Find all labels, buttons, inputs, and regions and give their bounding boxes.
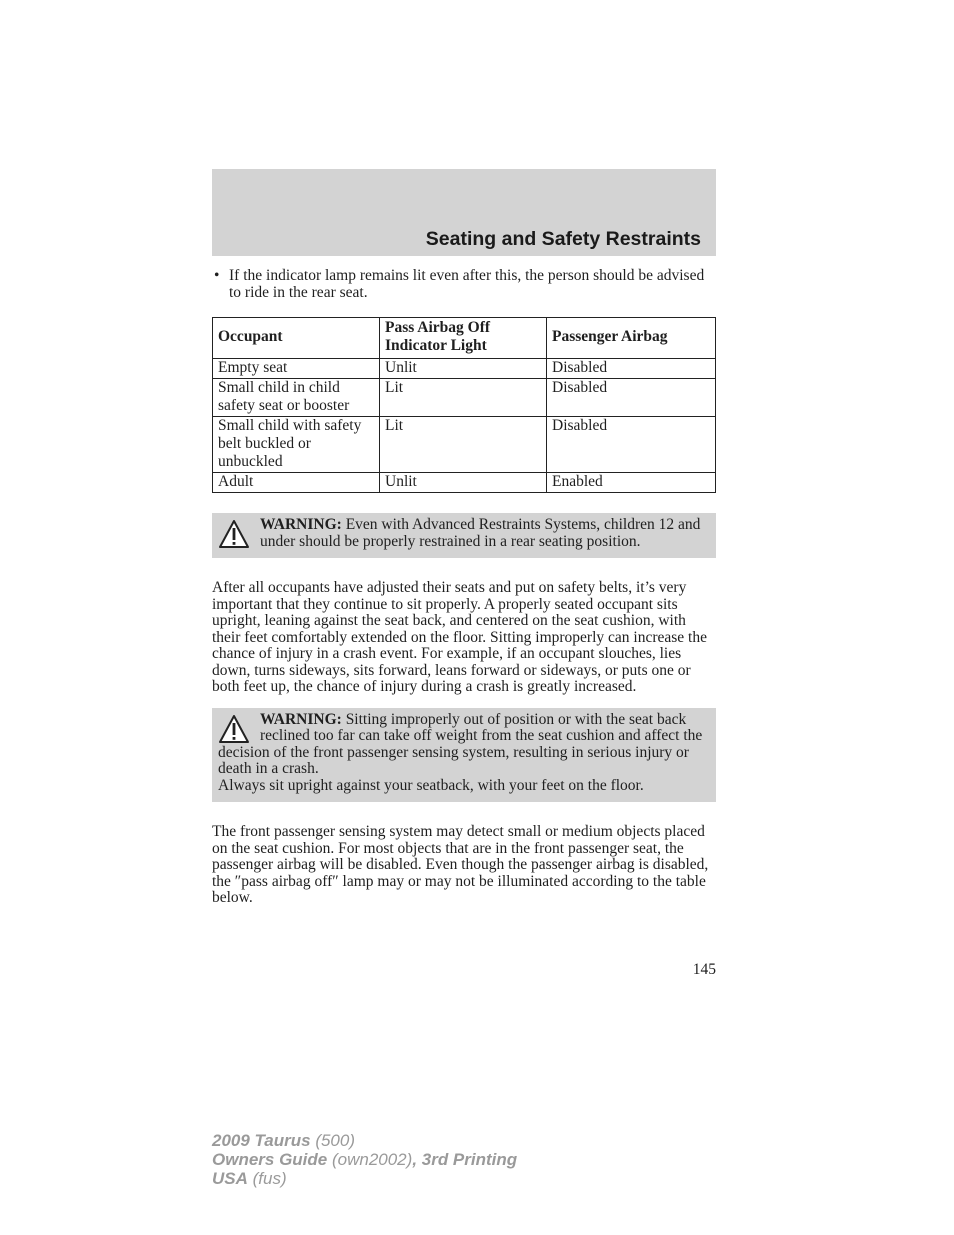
footer-guide-code: (own2002): [327, 1150, 413, 1169]
warning-text-secondary: Always sit upright against your seatback, with your feet on the floor.: [218, 776, 644, 794]
paragraph-sitting-properly: After all occupants have adjusted their seats and put on safety belts, it’s very important that they continue to sit properly. A properly seated occupant sits upright, leaning against the seat back, and centered on the seat cushion, with their feet comfortably extended on the floor. Sitting improperly can increase the chance of injury in a crash event. For example, if an occupant slouches, lies down, turns sideways, sits forward, leans forward or sideways, or puts one or both feet up, the chance of injury during a crash is greatly increased.: [212, 579, 707, 695]
table-cell: Small child in child safety seat or booster: [213, 379, 380, 417]
table-row: [213, 473, 716, 493]
footer-market: USA: [212, 1169, 248, 1188]
paragraph-sensing-system: The front passenger sensing system may detect small or medium objects placed on the seat cushion. For most objects that are in the front passenger seat, the passenger airbag will be disabled. Even though the passenger airbag is disabled, the ″pass airbag off″ lamp may or may not be illuminated according to the table below.: [212, 823, 709, 906]
table-row: [213, 359, 716, 379]
footer-publication-info: [212, 1131, 517, 1188]
section-header-band: [212, 169, 716, 256]
table-cell: Unlit: [380, 359, 547, 379]
warning-text: Sitting improperly out of position or with the seat back reclined too far can take off weight from the seat cushion and affect the decision of the front passenger sensing system, resulting in serious injury or death in a crash.: [218, 710, 703, 777]
page-content: [212, 268, 716, 907]
page-number: 145: [692, 961, 716, 978]
table-cell: Disabled: [547, 379, 716, 417]
table-header-passenger-airbag: Passenger Airbag: [547, 318, 716, 359]
table-cell: Disabled: [547, 417, 716, 473]
table-row: [213, 379, 716, 417]
bullet-text: If the indicator lamp remains lit even after this, the person should be advised to ride in the rear seat.: [229, 267, 705, 301]
table-cell: Adult: [213, 473, 380, 493]
warning-box-children: [212, 513, 716, 558]
table-row: [213, 417, 716, 473]
footer-market-code: (fus): [247, 1169, 287, 1188]
warning-triangle-icon: [218, 519, 250, 549]
table-header-row: [213, 318, 716, 359]
table-cell: Lit: [380, 379, 547, 417]
warning-triangle-icon: [218, 714, 250, 744]
occupant-airbag-table: [212, 317, 716, 493]
table-cell: Lit: [380, 417, 547, 473]
section-title: Seating and Safety Restraints: [425, 228, 701, 250]
table-header-occupant: Occupant: [213, 318, 380, 359]
table-header-indicator-light: Pass Airbag Off Indicator Light: [380, 318, 547, 359]
warning-label: WARNING:: [260, 516, 342, 533]
table-cell: Unlit: [380, 473, 547, 493]
footer-model: 2009 Taurus: [212, 1131, 311, 1150]
warning-box-position: [212, 708, 716, 803]
warning-text: Even with Advanced Restraints Systems, children 12 and under should be properly restrained in a rear seating position.: [260, 516, 701, 550]
table-cell: Enabled: [547, 473, 716, 493]
bullet-item: [212, 268, 716, 301]
table-cell: Empty seat: [213, 359, 380, 379]
warning-label: WARNING:: [260, 710, 342, 728]
footer-guide: Owners Guide: [212, 1150, 328, 1169]
table-cell: Small child with safety belt buckled or unbuckled: [213, 417, 380, 473]
footer-printing: , 3rd Printing: [412, 1150, 518, 1169]
bullet-dot: •: [214, 267, 220, 284]
table-cell: Disabled: [547, 359, 716, 379]
footer-model-code: (500): [310, 1131, 356, 1150]
